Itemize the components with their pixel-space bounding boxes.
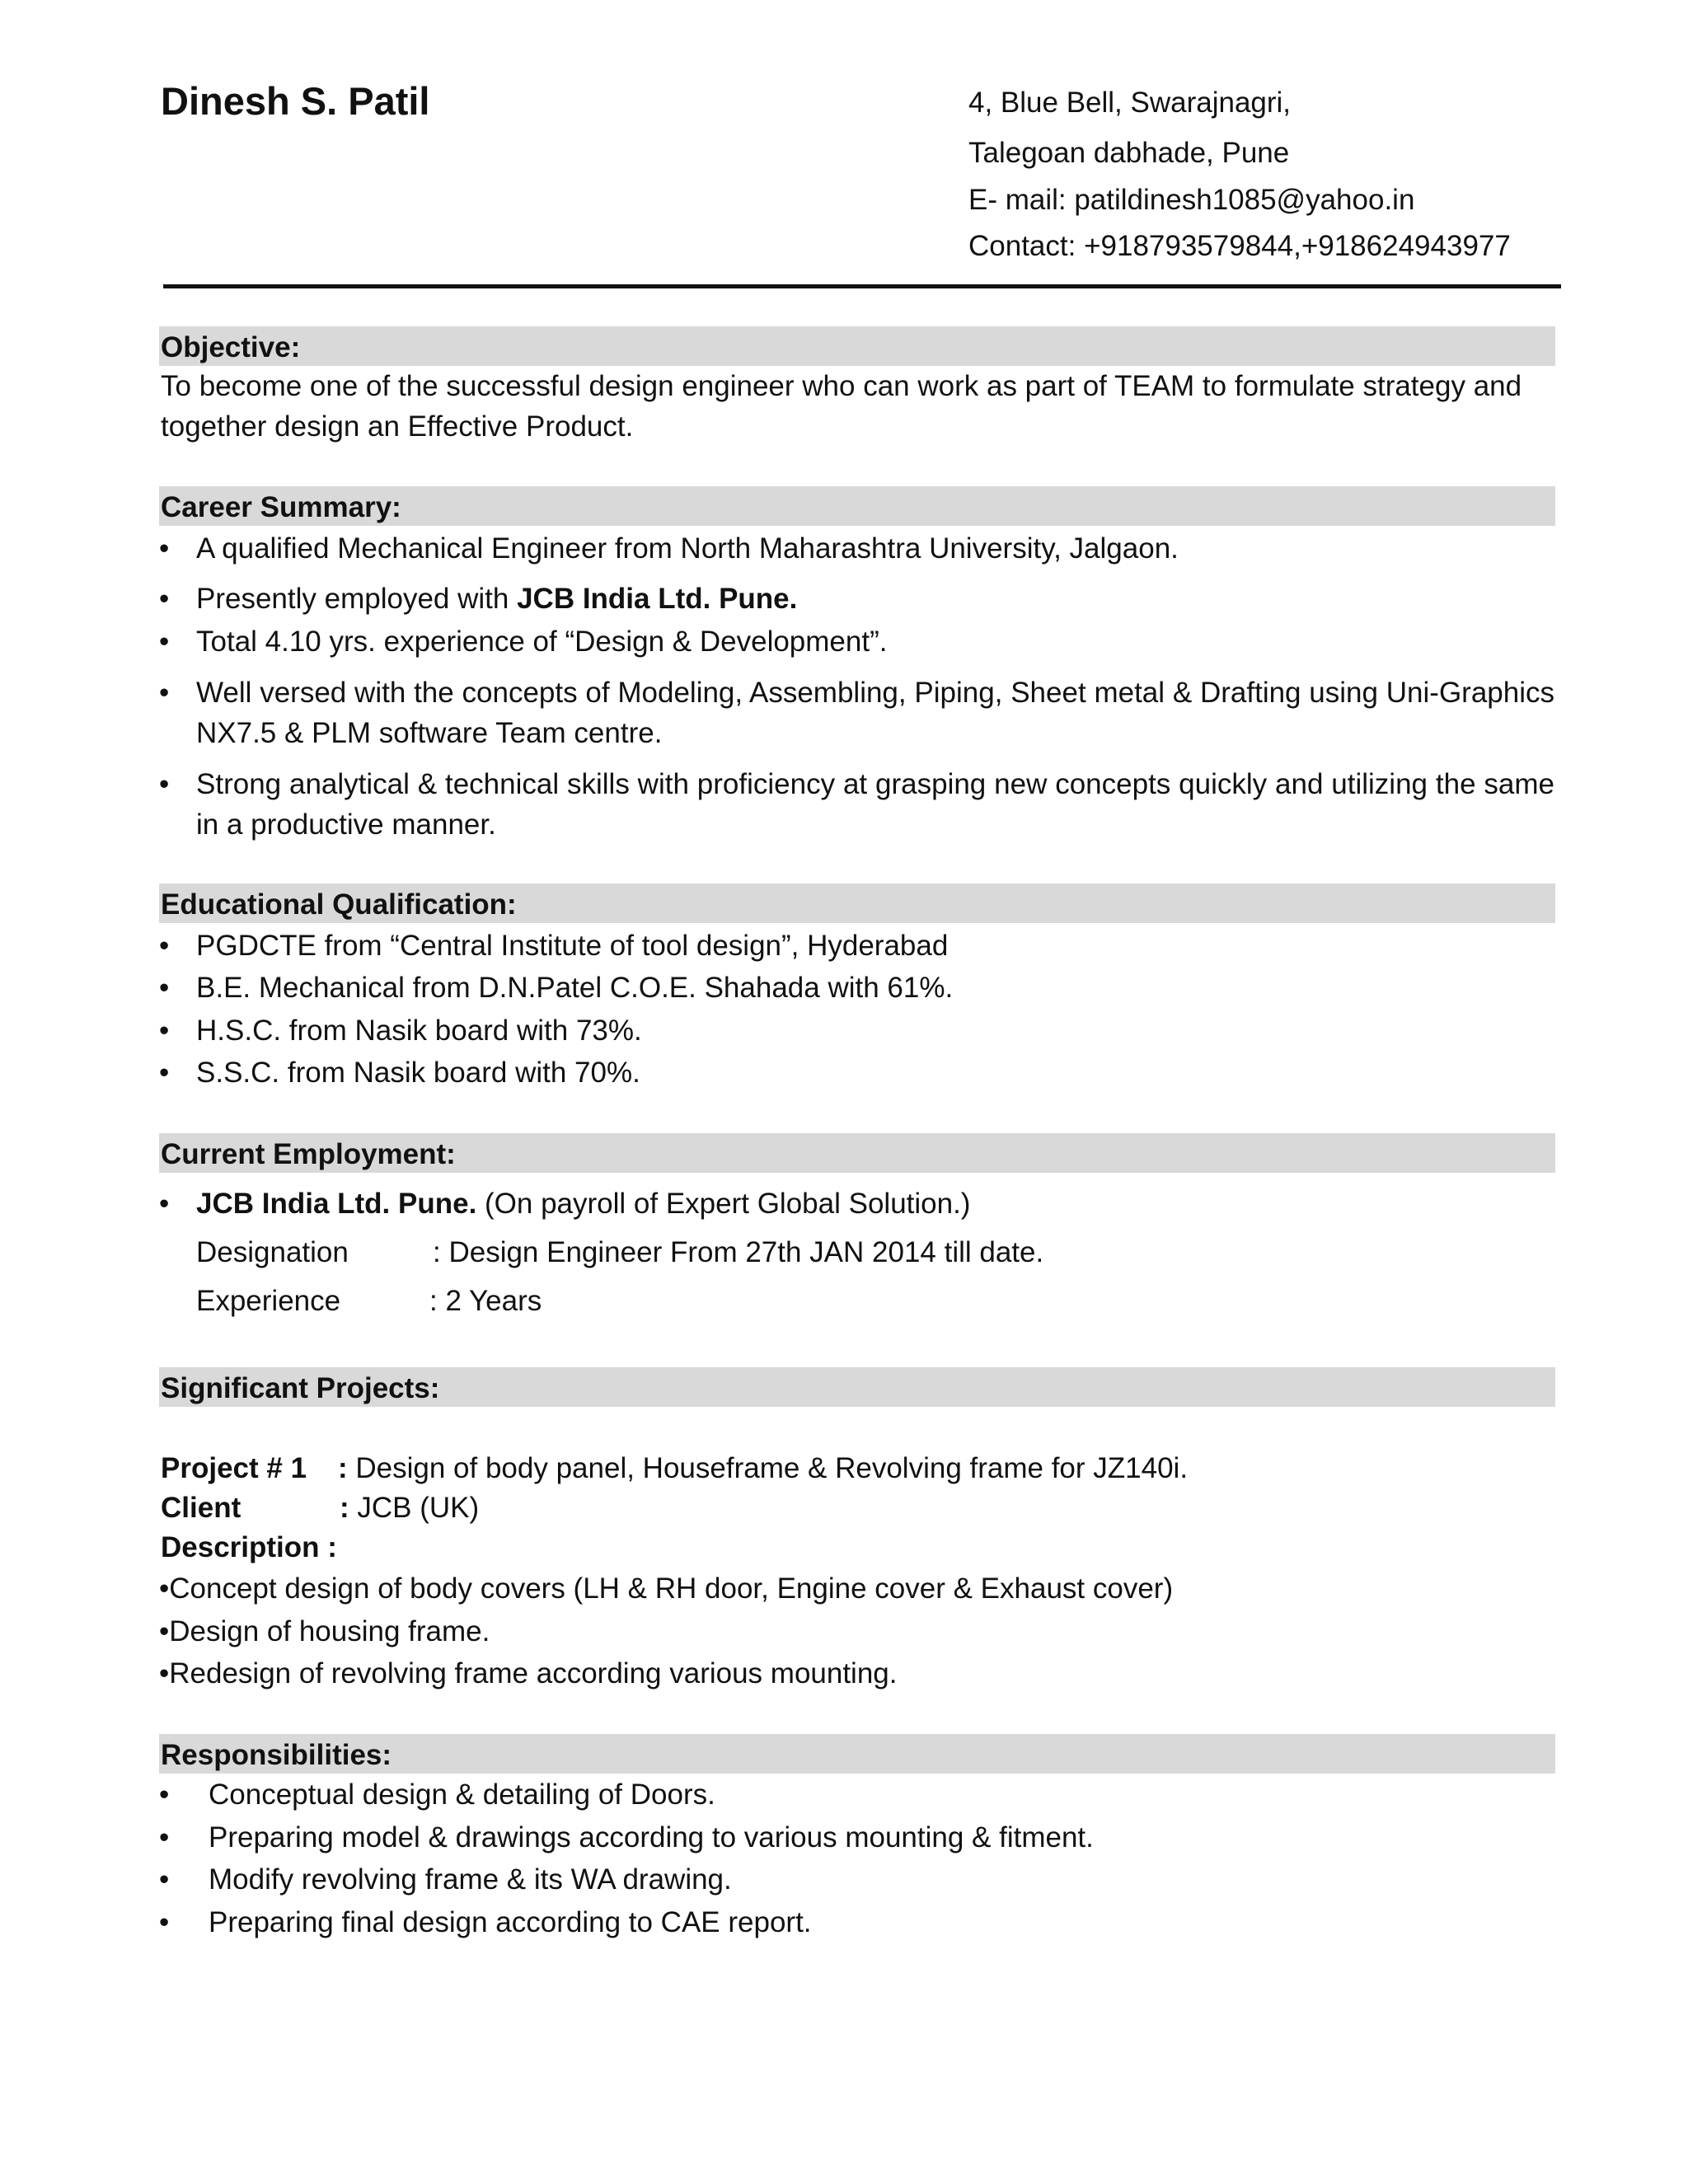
bullet-icon: • <box>159 930 170 962</box>
designation-value: : Design Engineer From 27th JAN 2014 till date. <box>433 1236 1044 1268</box>
employment-company: JCB India Ltd. Pune. <box>196 1188 477 1220</box>
address-line-1: 4, Blue Bell, Swarajnagri, <box>968 87 1292 119</box>
bullet-icon: • <box>159 972 170 1004</box>
client-label: Client <box>161 1492 241 1524</box>
bullet-icon: • <box>159 532 170 565</box>
project-title-text: Design of body panel, Houseframe & Revolving frame for JZ140i. <box>347 1452 1189 1484</box>
experience-label: Experience <box>196 1285 341 1317</box>
bullet-icon: • <box>159 1906 170 1938</box>
description-label: Description : <box>161 1531 337 1563</box>
bullet-icon: • <box>159 1821 170 1854</box>
bullet-icon: • <box>159 1779 170 1811</box>
responsibility-item: Preparing model & drawings according to various mounting & fitment. <box>209 1821 1094 1854</box>
contact-numbers: Contact: +918793579844,+918624943977 <box>968 230 1511 262</box>
responsibility-item: Modify revolving frame & its WA drawing. <box>209 1863 732 1896</box>
bullet-icon: • <box>159 1015 170 1047</box>
candidate-name: Dinesh S. Patil <box>161 79 430 123</box>
projects-heading: Significant Projects: <box>161 1372 440 1404</box>
employment-heading: Current Employment: <box>161 1138 456 1170</box>
objective-text: To become one of the successful design engineer who can work as part of TEAM to formulate strategy and together design an Effective Product. <box>161 370 1522 443</box>
project-title <box>338 1448 1188 1488</box>
objective-section-bar <box>159 326 1555 366</box>
project-label: Project # 1 <box>161 1452 307 1484</box>
header-divider <box>163 284 1561 288</box>
address-line-2: Talegoan dabhade, Pune <box>968 137 1290 169</box>
email-address: E- mail: patildinesh1085@yahoo.in <box>968 184 1415 216</box>
career-summary-item: Well versed with the concepts of Modeling, Assembling, Piping, Sheet metal & Drafting using Uni-Graphics NX7.5 & PLM software Team centre. <box>196 677 1554 749</box>
experience-value: : 2 Years <box>429 1285 542 1317</box>
education-item: B.E. Mechanical from D.N.Patel C.O.E. Shahada with 61%. <box>196 972 954 1004</box>
bullet-icon: • <box>159 677 170 709</box>
bullet-icon: • <box>159 1863 170 1896</box>
education-item: PGDCTE from “Central Institute of tool design”, Hyderabad <box>196 930 949 962</box>
career-summary-item: Strong analytical & technical skills with proficiency at grasping new concepts quickly and utilizing the same in a productive manner. <box>196 768 1554 841</box>
bullet-icon: • <box>159 583 170 615</box>
project-description-item: •Redesign of revolving frame according various mounting. <box>159 1657 898 1690</box>
career-summary-item <box>196 579 1554 619</box>
education-heading: Educational Qualification: <box>161 888 517 921</box>
responsibility-item: Conceptual design & detailing of Doors. <box>209 1779 715 1811</box>
bullet-icon: • <box>159 1057 170 1089</box>
employer-name: JCB India Ltd. Pune. <box>517 583 798 615</box>
client-name: JCB (UK) <box>349 1492 480 1524</box>
client-colon: : <box>340 1492 349 1524</box>
education-item: H.S.C. from Nasik board with 73%. <box>196 1015 642 1047</box>
career-summary-item: Total 4.10 yrs. experience of “Design & Development”. <box>196 626 888 658</box>
education-item: S.S.C. from Nasik board with 70%. <box>196 1057 640 1089</box>
responsibility-item: Preparing final design according to CAE report. <box>209 1906 812 1938</box>
responsibilities-heading: Responsibilities: <box>161 1739 392 1771</box>
employment-company-line <box>196 1183 1554 1224</box>
project-description-item: •Concept design of body covers (LH & RH door, Engine cover & Exhaust cover) <box>159 1572 1174 1605</box>
designation-label: Designation <box>196 1236 349 1268</box>
project-description-item: •Design of housing frame. <box>159 1615 490 1647</box>
bullet-icon: • <box>159 626 170 658</box>
client-value <box>340 1488 479 1528</box>
project-colon: : <box>338 1452 348 1484</box>
career-summary-item: A qualified Mechanical Engineer from North Maharashtra University, Jalgaon. <box>196 532 1179 565</box>
career-summary-heading: Career Summary: <box>161 491 401 523</box>
career-summary-item-text: Presently employed with <box>196 583 518 615</box>
bullet-icon: • <box>159 768 170 800</box>
objective-heading: Objective: <box>161 331 301 363</box>
bullet-icon: • <box>159 1188 170 1220</box>
employment-payroll: (On payroll of Expert Global Solution.) <box>476 1188 971 1220</box>
